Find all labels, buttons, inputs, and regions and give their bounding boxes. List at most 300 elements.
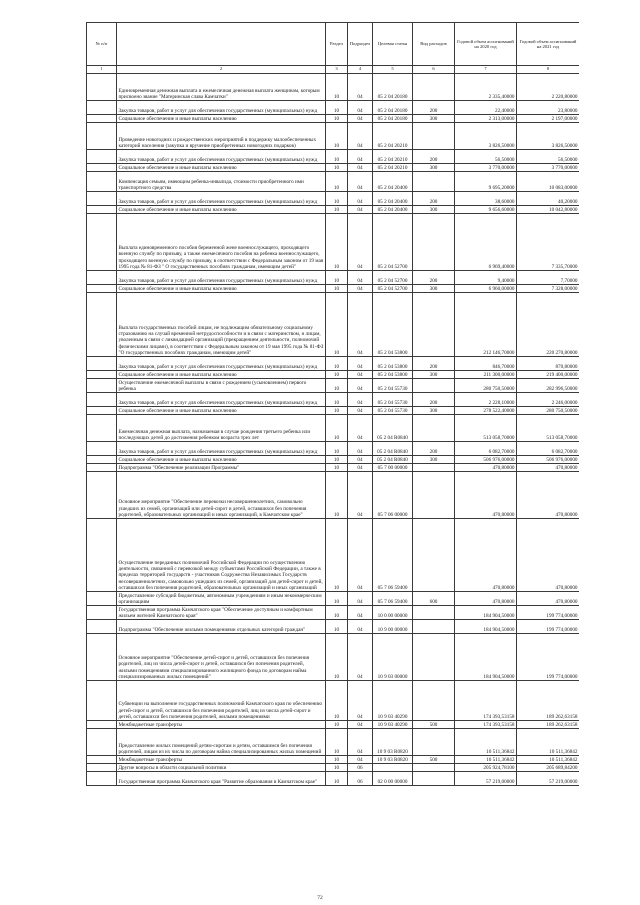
table-row [87, 415, 580, 442]
row-expense-type-cell: 200 [413, 442, 455, 456]
row-target-article-cell: 05 2 04 20400 [373, 192, 413, 206]
row-section-cell: 10 [326, 606, 348, 620]
row-target-article-cell: 05 2 04 20400 [373, 172, 413, 192]
table-row [87, 464, 580, 472]
row-volume-2021-cell: 40,20000 [517, 192, 580, 206]
row-expense-type-cell: 300 [413, 115, 455, 123]
row-volume-2020-cell: 6 082,70000 [455, 442, 517, 456]
row-subsection-cell: 04 [348, 415, 373, 442]
row-name-cell: Субвенции на выполнение государственных полномочий Камчатского края по обеспечению детей-сирот и детей, оставшихся без попечения родителей, лиц из числа детей-сирот и детей, оставшихся без попечения родителей, жилыми помещениями [117, 681, 326, 721]
row-target-article-cell: 05 7 06 59400 [373, 519, 413, 592]
row-number-cell [87, 721, 117, 729]
row-volume-2021-cell: 6 082,70000 [517, 442, 580, 456]
row-number-cell [87, 271, 117, 285]
row-expense-type-cell: 300 [413, 164, 455, 172]
row-number-cell [87, 519, 117, 592]
column-number: 3 [326, 66, 348, 74]
row-volume-2020-cell: 846,70000 [455, 357, 517, 371]
row-number-cell [87, 407, 117, 415]
row-target-article-cell: 05 2 04 20180 [373, 101, 413, 115]
row-volume-2020-cell: 174 393,53158 [455, 681, 517, 721]
row-volume-2020-cell: 22,40000 [455, 101, 517, 115]
column-number: 2 [117, 66, 326, 74]
row-section-cell: 10 [326, 123, 348, 150]
row-section-cell: 10 [326, 456, 348, 464]
row-expense-type-cell [413, 214, 455, 271]
row-volume-2021-cell: 2 197,00000 [517, 115, 580, 123]
row-section-cell: 10 [326, 772, 348, 786]
row-volume-2021-cell: 870,80000 [517, 357, 580, 371]
table-row [87, 74, 580, 101]
row-volume-2020-cell: 3 826,50000 [455, 123, 517, 150]
row-expense-type-cell [413, 772, 455, 786]
row-target-article-cell: 10 9 03 R0820 [373, 729, 413, 756]
row-section-cell: 10 [326, 379, 348, 393]
row-volume-2021-cell: 7 335,70000 [517, 214, 580, 271]
row-section-cell: 10 [326, 371, 348, 379]
row-target-article-cell: 05 2 04 20400 [373, 206, 413, 214]
table-row [87, 634, 580, 681]
row-volume-2020-cell: 57 219,00000 [455, 772, 517, 786]
header-num: № п/п [87, 23, 117, 66]
row-name-cell: Закупка товаров, работ и услуг для обеспечения государственных (муниципальных) нужд [117, 393, 326, 407]
row-expense-type-cell: 500 [413, 721, 455, 729]
row-subsection-cell: 04 [348, 407, 373, 415]
column-number: 6 [413, 66, 455, 74]
row-expense-type-cell [413, 379, 455, 393]
row-section-cell: 10 [326, 472, 348, 519]
row-target-article-cell: 05 2 04 20210 [373, 123, 413, 150]
header-expense-type: Вид расходов [413, 23, 455, 66]
row-volume-2021-cell: 470,80000 [517, 592, 580, 606]
row-expense-type-cell: 300 [413, 371, 455, 379]
row-name-cell: Социальное обеспечение и иные выплаты населению [117, 407, 326, 415]
table-row [87, 442, 580, 456]
row-expense-type-cell: 200 [413, 357, 455, 371]
header-section: Раздел [326, 23, 348, 66]
row-section-cell: 10 [326, 407, 348, 415]
row-volume-2020-cell: 212 146,70000 [455, 293, 517, 357]
row-number-cell [87, 442, 117, 456]
row-name-cell: Закупка товаров, работ и услуг для обеспечения государственных (муниципальных) нужд [117, 101, 326, 115]
row-target-article-cell: 05 2 04 R0840 [373, 442, 413, 456]
row-volume-2021-cell: 513 058,70000 [517, 415, 580, 442]
row-name-cell: Подпрограмма "Обеспечение жилыми помещениями отдельных категорий граждан" [117, 620, 326, 634]
row-name-cell: Проведение новогодних и рождественских мероприятий в поддержку малообеспеченных категорий населения (закупка и вручение приобретенных новогодних подарков) [117, 123, 326, 150]
row-expense-type-cell: 500 [413, 756, 455, 764]
row-section-cell: 10 [326, 620, 348, 634]
row-number-cell [87, 393, 117, 407]
row-target-article-cell: 05 2 04 R0840 [373, 415, 413, 442]
row-section-cell: 10 [326, 101, 348, 115]
row-subsection-cell: 04 [348, 101, 373, 115]
table-row [87, 592, 580, 606]
row-volume-2021-cell: 10 042,80000 [517, 206, 580, 214]
budget-table [86, 22, 579, 786]
row-target-article-cell: 05 2 04 53800 [373, 357, 413, 371]
row-volume-2021-cell: 56,50000 [517, 150, 580, 164]
row-number-cell [87, 764, 117, 772]
row-volume-2021-cell: 506 976,00000 [517, 456, 580, 464]
row-volume-2021-cell: 219 400,00000 [517, 371, 580, 379]
row-expense-type-cell: 300 [413, 285, 455, 293]
row-target-article-cell: 05 2 04 52700 [373, 271, 413, 285]
row-volume-2021-cell: 199 774,00000 [517, 634, 580, 681]
row-section-cell: 10 [326, 271, 348, 285]
row-volume-2020-cell: 9,40000 [455, 271, 517, 285]
row-number-cell [87, 464, 117, 472]
row-expense-type-cell [413, 729, 455, 756]
row-number-cell [87, 285, 117, 293]
row-name-cell: Единовременная денежная выплата и ежемесячная денежная выплата женщинам, которым присвоено звание "Материнская слава Камчатки" [117, 74, 326, 101]
row-name-cell: Закупка товаров, работ и услуг для обеспечения государственных (муниципальных) нужд [117, 442, 326, 456]
row-name-cell: Основное мероприятие "Обеспечение детей-сирот и детей, оставшихся без попечения родителей, лиц из числа детей-сирот и детей, оставшихся без попечения родителей, жилыми помещениями специализированного жилищного фонда по договорам найма специализированных жилых помещений" [117, 634, 326, 681]
page-number: 72 [317, 895, 323, 901]
row-subsection-cell: 04 [348, 192, 373, 206]
row-expense-type-cell [413, 293, 455, 357]
column-number: 8 [517, 66, 580, 74]
row-volume-2020-cell: 184 904,50000 [455, 620, 517, 634]
row-expense-type-cell: 600 [413, 592, 455, 606]
column-number: 4 [348, 66, 373, 74]
row-expense-type-cell [413, 74, 455, 101]
row-volume-2021-cell: 205 689,84200 [517, 764, 580, 772]
row-number-cell [87, 606, 117, 620]
row-name-cell: Компенсация семьям, имеющим ребенка-инвалида, стоимости приобретенного ими транспортного средства [117, 172, 326, 192]
row-subsection-cell: 06 [348, 764, 373, 772]
table-row [87, 393, 580, 407]
row-volume-2020-cell: 10 511,36842 [455, 729, 517, 756]
table-row [87, 729, 580, 756]
row-section-cell: 10 [326, 150, 348, 164]
row-volume-2020-cell: 470,80000 [455, 519, 517, 592]
row-expense-type-cell: 200 [413, 393, 455, 407]
row-section-cell: 10 [326, 442, 348, 456]
row-target-article-cell: 05 2 04 52700 [373, 285, 413, 293]
table-row [87, 772, 580, 786]
row-target-article-cell: 05 2 04 20210 [373, 164, 413, 172]
table-row [87, 172, 580, 192]
row-name-cell: Предоставление субсидий бюджетным, автономным учреждениям и иным некоммерческим организациям [117, 592, 326, 606]
header-target-article: Целевая статья [373, 23, 413, 66]
row-volume-2021-cell: 189 262,63158 [517, 721, 580, 729]
row-subsection-cell: 04 [348, 357, 373, 371]
row-subsection-cell: 04 [348, 293, 373, 357]
row-number-cell [87, 371, 117, 379]
row-target-article-cell: 10 9 03 R0820 [373, 756, 413, 764]
table-row [87, 379, 580, 393]
row-number-cell [87, 634, 117, 681]
row-target-article-cell: 05 7 06 59400 [373, 592, 413, 606]
row-number-cell [87, 101, 117, 115]
row-name-cell: Осуществление ежемесячной выплаты в связи с рождением (усыновлением) первого ребенка [117, 379, 326, 393]
row-name-cell: Выплата государственных пособий лицам, не подлежащим обязательному социальному страхованию на случай временной нетрудоспособности и в связи с материнством, и лицам, уволенным в связи с ликвидацией организаций (прекращением деятельности, полномочий физическими лицами), в соответствии с Федеральным законом от 19 мая 1995 года № 81-ФЗ "О государственных пособиях гражданам, имеющим детей" [117, 293, 326, 357]
row-volume-2021-cell: 23,80000 [517, 101, 580, 115]
row-number-cell [87, 74, 117, 101]
row-subsection-cell: 04 [348, 464, 373, 472]
row-volume-2020-cell: 470,80000 [455, 464, 517, 472]
row-expense-type-cell: 300 [413, 456, 455, 464]
row-target-article-cell: 05 2 04 55730 [373, 379, 413, 393]
row-name-cell: Социальное обеспечение и иные выплаты населению [117, 115, 326, 123]
row-section-cell: 10 [326, 681, 348, 721]
row-volume-2020-cell: 174 393,53158 [455, 721, 517, 729]
row-subsection-cell: 04 [348, 74, 373, 101]
header-volume-2020: Годовой объем ассигнований на 2020 год [455, 23, 517, 66]
row-name-cell: Другие вопросы в области социальной политики [117, 764, 326, 772]
row-subsection-cell: 06 [348, 772, 373, 786]
row-subsection-cell: 04 [348, 756, 373, 764]
row-subsection-cell: 04 [348, 150, 373, 164]
table-body [87, 66, 580, 786]
row-expense-type-cell: 200 [413, 192, 455, 206]
row-target-article-cell: 05 2 04 20180 [373, 74, 413, 101]
row-subsection-cell: 04 [348, 393, 373, 407]
row-volume-2020-cell: 184 904,50000 [455, 606, 517, 620]
row-name-cell: Социальное обеспечение и иные выплаты населению [117, 164, 326, 172]
table-row [87, 371, 580, 379]
row-name-cell: Социальное обеспечение и иные выплаты населению [117, 371, 326, 379]
row-section-cell: 10 [326, 293, 348, 357]
row-volume-2020-cell: 56,50000 [455, 150, 517, 164]
row-section-cell: 10 [326, 519, 348, 592]
row-name-cell: Социальное обеспечение и иные выплаты населению [117, 285, 326, 293]
row-target-article-cell: 10 0 00 00000 [373, 606, 413, 620]
row-volume-2021-cell: 10 083,00000 [517, 172, 580, 192]
row-target-article-cell: 05 2 04 55730 [373, 407, 413, 415]
column-number-row [87, 66, 580, 74]
row-name-cell: Закупка товаров, работ и услуг для обеспечения государственных (муниципальных) нужд [117, 192, 326, 206]
row-volume-2021-cell: 199 774,00000 [517, 606, 580, 620]
row-volume-2020-cell: 205 924,78100 [455, 764, 517, 772]
row-volume-2021-cell: 470,80000 [517, 464, 580, 472]
table-row [87, 101, 580, 115]
row-name-cell: Межбюджетные трансферты [117, 721, 326, 729]
row-name-cell: Основное мероприятие "Обеспечение перевозки несовершеннолетних, самовольно ушедших из семей, организаций или детей-сирот и детей, оставшихся без попечения родителей, образовательных организаций и иных организаций, в Камчатском крае" [117, 472, 326, 519]
row-number-cell [87, 456, 117, 464]
row-target-article-cell: 10 9 00 00000 [373, 620, 413, 634]
row-volume-2021-cell: 57 219,00000 [517, 772, 580, 786]
row-target-article-cell: 05 7 00 00000 [373, 464, 413, 472]
table-row [87, 192, 580, 206]
row-expense-type-cell: 200 [413, 271, 455, 285]
row-expense-type-cell [413, 123, 455, 150]
table-row [87, 115, 580, 123]
row-volume-2020-cell: 280 750,50000 [455, 379, 517, 393]
row-section-cell: 10 [326, 393, 348, 407]
row-name-cell: Межбюджетные трансферты [117, 756, 326, 764]
row-volume-2020-cell: 9 656,60000 [455, 206, 517, 214]
row-volume-2020-cell: 470,80000 [455, 592, 517, 606]
row-volume-2021-cell: 2 220,80000 [517, 74, 580, 101]
row-expense-type-cell [413, 634, 455, 681]
column-number: 5 [373, 66, 413, 74]
table-row [87, 150, 580, 164]
row-expense-type-cell [413, 606, 455, 620]
row-subsection-cell: 04 [348, 164, 373, 172]
row-subsection-cell: 04 [348, 620, 373, 634]
row-number-cell [87, 357, 117, 371]
table-row [87, 764, 580, 772]
row-section-cell: 10 [326, 464, 348, 472]
row-volume-2020-cell: 470,80000 [455, 472, 517, 519]
table-row [87, 472, 580, 519]
row-subsection-cell: 04 [348, 472, 373, 519]
row-expense-type-cell [413, 620, 455, 634]
row-name-cell: Осуществление переданных полномочий Российской Федерации по осуществлению деятельности, связанной с перевозкой между субъектами Российской Федерации, а также в пределах территорий государств - участников Содружества Независимых Государств несовершеннолетних, самовольно ушедших из семей, организаций для детей-сирот и детей, оставшихся без попечения родителей, образовательных организаций и иных организаций [117, 519, 326, 592]
row-volume-2021-cell: 10 511,36842 [517, 729, 580, 756]
row-volume-2020-cell: 9 695,20000 [455, 172, 517, 192]
row-volume-2021-cell: 3 770,00000 [517, 164, 580, 172]
row-volume-2020-cell: 2 313,00000 [455, 115, 517, 123]
row-section-cell: 10 [326, 172, 348, 192]
row-volume-2021-cell: 282 996,50000 [517, 379, 580, 393]
row-section-cell: 10 [326, 729, 348, 756]
row-subsection-cell: 04 [348, 519, 373, 592]
row-expense-type-cell: 300 [413, 407, 455, 415]
table-row [87, 271, 580, 285]
row-volume-2021-cell: 2 246,00000 [517, 393, 580, 407]
header-volume-2021: Годовой объем ассигнований на 2021 год [517, 23, 580, 66]
row-subsection-cell: 04 [348, 442, 373, 456]
row-number-cell [87, 214, 117, 271]
row-name-cell: Подпрограмма "Обеспечение реализации Программы" [117, 464, 326, 472]
row-number-cell [87, 150, 117, 164]
row-name-cell: Социальное обеспечение и иные выплаты населению [117, 206, 326, 214]
row-volume-2020-cell: 278 522,40000 [455, 407, 517, 415]
row-name-cell: Предоставление жилых помещений детям-сиротам и детям, оставшимся без попечения родителей, лицам из их числа по договорам найма специализированных жилых помещений [117, 729, 326, 756]
row-name-cell: Ежемесячная денежная выплата, назначаемая в случае рождения третьего ребенка или последующих детей до достижения ребенком возраста трех лет [117, 415, 326, 442]
row-number-cell [87, 681, 117, 721]
row-target-article-cell: 10 9 03 00000 [373, 634, 413, 681]
row-expense-type-cell [413, 415, 455, 442]
row-section-cell: 10 [326, 74, 348, 101]
row-volume-2021-cell: 470,80000 [517, 472, 580, 519]
row-volume-2020-cell: 38,60000 [455, 192, 517, 206]
row-subsection-cell: 04 [348, 592, 373, 606]
row-number-cell [87, 592, 117, 606]
row-volume-2021-cell: 189 262,63158 [517, 681, 580, 721]
row-target-article-cell: 05 2 04 20210 [373, 150, 413, 164]
table-row [87, 756, 580, 764]
row-target-article-cell: 05 2 04 53800 [373, 371, 413, 379]
row-expense-type-cell [413, 681, 455, 721]
header-name [117, 23, 326, 66]
row-subsection-cell: 04 [348, 172, 373, 192]
row-subsection-cell: 04 [348, 379, 373, 393]
row-volume-2021-cell: 3 826,50000 [517, 123, 580, 150]
row-expense-type-cell: 200 [413, 101, 455, 115]
table-row [87, 293, 580, 357]
row-number-cell [87, 729, 117, 756]
table-row [87, 357, 580, 371]
row-section-cell: 10 [326, 285, 348, 293]
row-subsection-cell: 04 [348, 371, 373, 379]
row-volume-2020-cell: 211 300,00000 [455, 371, 517, 379]
row-number-cell [87, 115, 117, 123]
row-section-cell: 10 [326, 164, 348, 172]
row-volume-2021-cell: 199 774,00000 [517, 620, 580, 634]
row-number-cell [87, 379, 117, 393]
row-subsection-cell: 04 [348, 214, 373, 271]
table-header [87, 23, 580, 66]
row-section-cell: 10 [326, 206, 348, 214]
row-subsection-cell: 04 [348, 681, 373, 721]
row-target-article-cell: 02 0 00 00000 [373, 772, 413, 786]
row-volume-2021-cell: 10 511,36842 [517, 756, 580, 764]
row-target-article-cell: 05 2 04 R0840 [373, 456, 413, 464]
row-expense-type-cell: 200 [413, 150, 455, 164]
row-section-cell: 10 [326, 634, 348, 681]
row-target-article-cell: 05 2 04 53800 [373, 293, 413, 357]
row-volume-2020-cell: 6 960,00000 [455, 285, 517, 293]
row-expense-type-cell [413, 172, 455, 192]
row-subsection-cell: 04 [348, 729, 373, 756]
row-number-cell [87, 172, 117, 192]
table-row [87, 681, 580, 721]
row-number-cell [87, 164, 117, 172]
row-subsection-cell: 04 [348, 271, 373, 285]
row-section-cell: 10 [326, 415, 348, 442]
table-row [87, 206, 580, 214]
row-section-cell: 10 [326, 756, 348, 764]
row-volume-2020-cell: 6 969,40000 [455, 214, 517, 271]
row-subsection-cell: 04 [348, 606, 373, 620]
row-target-article-cell: 05 2 04 52700 [373, 214, 413, 271]
table-row [87, 123, 580, 150]
row-name-cell: Закупка товаров, работ и услуг для обеспечения государственных (муниципальных) нужд [117, 271, 326, 285]
row-subsection-cell: 04 [348, 456, 373, 464]
row-volume-2021-cell: 7 328,00000 [517, 285, 580, 293]
table-row [87, 721, 580, 729]
row-number-cell [87, 620, 117, 634]
row-volume-2020-cell: 10 511,36842 [455, 756, 517, 764]
row-volume-2021-cell: 280 750,50000 [517, 407, 580, 415]
table-row [87, 407, 580, 415]
row-volume-2020-cell: 184 904,50000 [455, 634, 517, 681]
row-name-cell: Выплата единовременного пособия беременной жене военнослужащего, проходящего военную службу по призыву, а также ежемесячного пособия на ребенка военнослужащего, проходящего военную службу по призыву, в соответствии с Федеральным законом от 19 мая 1995 года № 81-ФЗ " О государственных пособиях гражданам, имеющим детей" [117, 214, 326, 271]
row-expense-type-cell [413, 764, 455, 772]
table-row [87, 456, 580, 464]
row-number-cell [87, 192, 117, 206]
row-number-cell [87, 472, 117, 519]
row-name-cell: Закупка товаров, работ и услуг для обеспечения государственных (муниципальных) нужд [117, 357, 326, 371]
row-section-cell: 10 [326, 115, 348, 123]
row-volume-2021-cell: 7,70000 [517, 271, 580, 285]
row-subsection-cell: 04 [348, 115, 373, 123]
row-target-article-cell: 05 7 06 00000 [373, 472, 413, 519]
row-section-cell: 10 [326, 592, 348, 606]
row-volume-2020-cell: 506 976,00000 [455, 456, 517, 464]
row-target-article-cell [373, 764, 413, 772]
row-target-article-cell: 10 9 03 40290 [373, 681, 413, 721]
row-number-cell [87, 123, 117, 150]
document-page [86, 22, 579, 892]
row-volume-2020-cell: 2 228,10000 [455, 393, 517, 407]
row-section-cell: 10 [326, 214, 348, 271]
row-number-cell [87, 293, 117, 357]
row-section-cell: 10 [326, 764, 348, 772]
row-subsection-cell: 04 [348, 123, 373, 150]
header-subsection: Подраздел [348, 23, 373, 66]
row-expense-type-cell [413, 472, 455, 519]
row-volume-2021-cell: 470,80000 [517, 519, 580, 592]
row-subsection-cell: 04 [348, 721, 373, 729]
table-row [87, 164, 580, 172]
row-number-cell [87, 772, 117, 786]
row-section-cell: 10 [326, 192, 348, 206]
row-number-cell [87, 206, 117, 214]
